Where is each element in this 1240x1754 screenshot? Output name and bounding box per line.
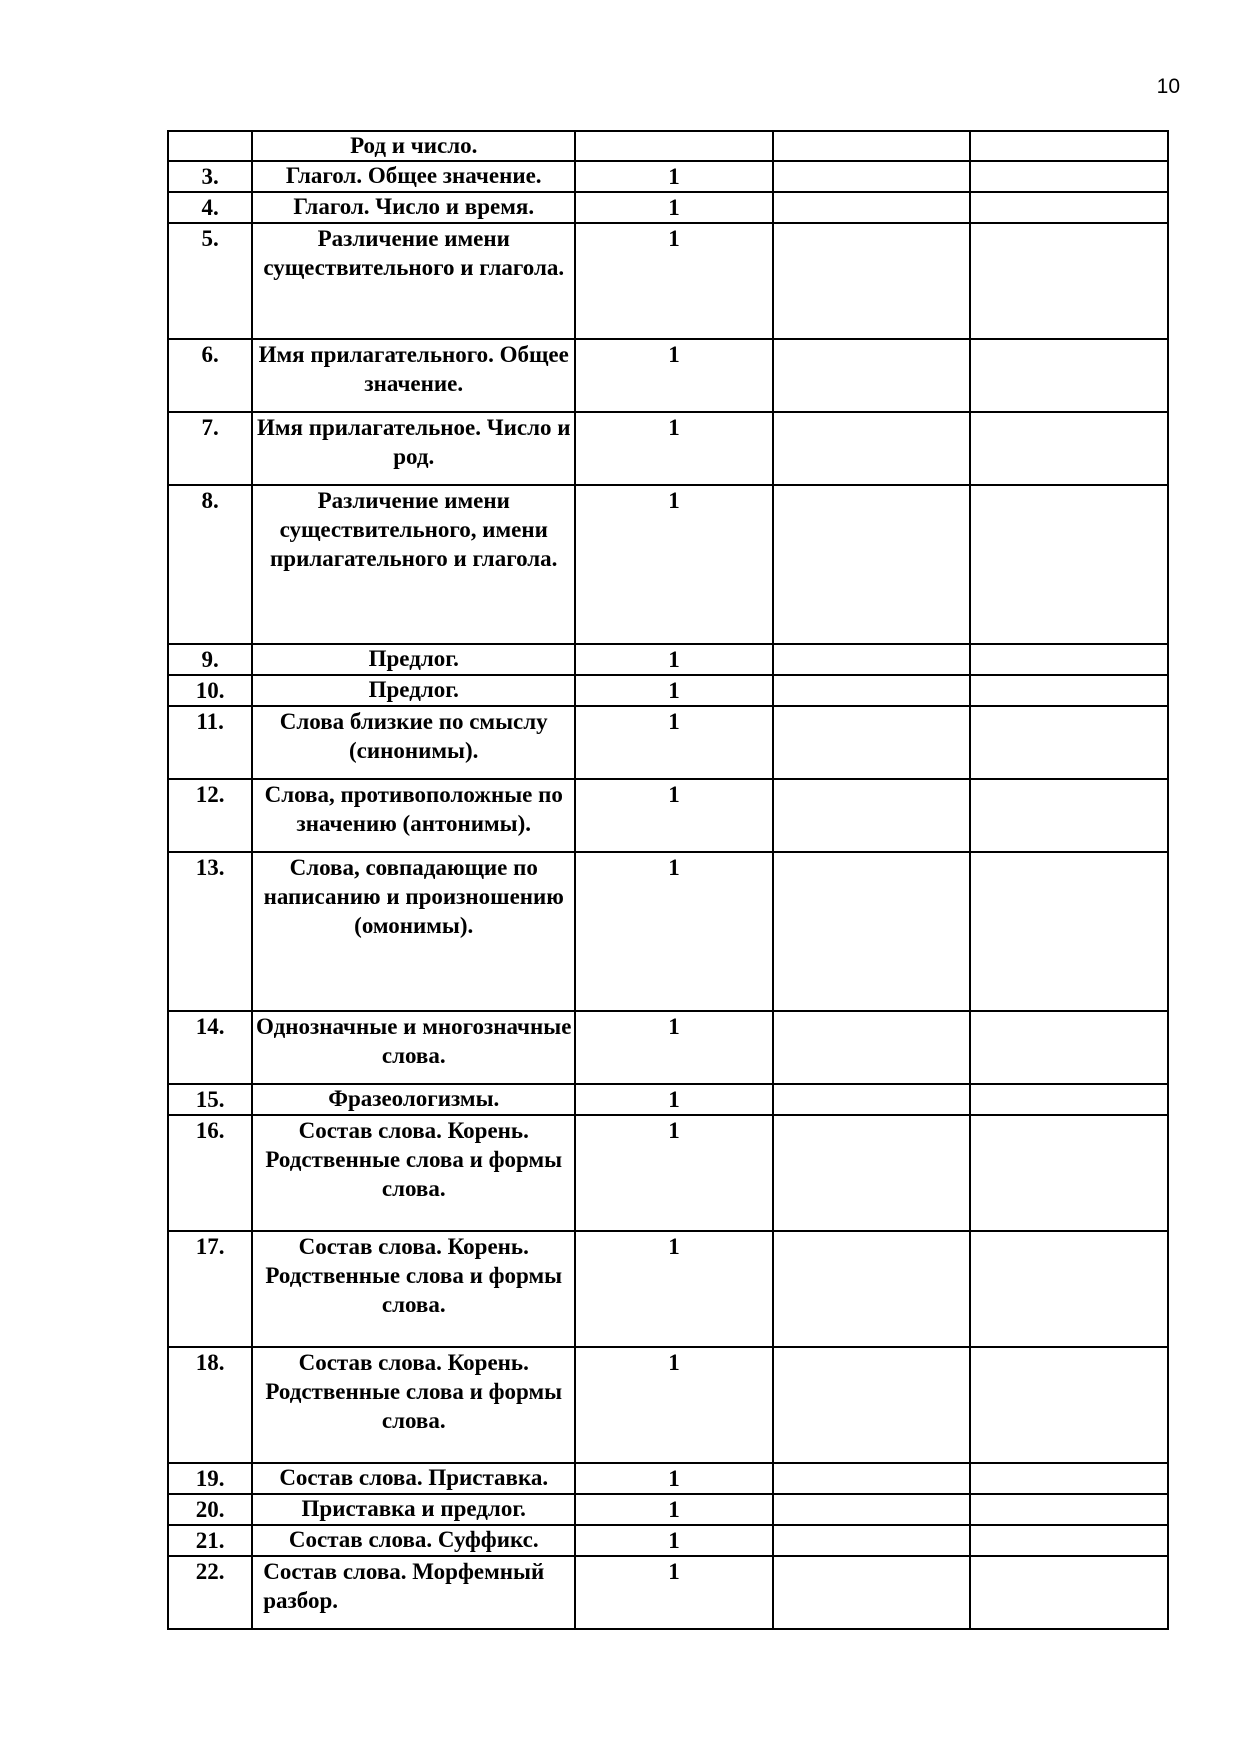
date-planned-cell — [773, 644, 971, 675]
lesson-topic: Состав слова. Корень. Родственные слова и формы слова. — [252, 1231, 575, 1347]
lesson-topic: Слова, совпадающие по написанию и произношению (омонимы). — [252, 852, 575, 1011]
lesson-hours: 1 — [575, 1084, 773, 1115]
lesson-number: 3. — [168, 161, 252, 192]
date-planned-cell — [773, 1011, 971, 1084]
table-row — [168, 485, 1168, 644]
table-row — [168, 192, 1168, 223]
lesson-topic: Глагол. Общее значение. — [252, 161, 575, 192]
table-row — [168, 1011, 1168, 1084]
lesson-hours: 1 — [575, 339, 773, 412]
lesson-topic: Приставка и предлог. — [252, 1494, 575, 1525]
lesson-topic: Слова близкие по смыслу (синонимы). — [252, 706, 575, 779]
date-planned-cell — [773, 1084, 971, 1115]
lesson-hours: 1 — [575, 675, 773, 706]
lesson-number: 8. — [168, 485, 252, 644]
table-row — [168, 1084, 1168, 1115]
table-row — [168, 1115, 1168, 1231]
date-actual-cell — [970, 192, 1168, 223]
lesson-topic: Состав слова. Приставка. — [252, 1463, 575, 1494]
date-planned-cell — [773, 192, 971, 223]
lesson-hours: 1 — [575, 1231, 773, 1347]
lesson-topic: Род и число. — [252, 131, 575, 161]
date-planned-cell — [773, 485, 971, 644]
date-actual-cell — [970, 1115, 1168, 1231]
lesson-number: 13. — [168, 852, 252, 1011]
lesson-number: 4. — [168, 192, 252, 223]
lesson-topic: Предлог. — [252, 644, 575, 675]
lesson-number: 16. — [168, 1115, 252, 1231]
date-actual-cell — [970, 644, 1168, 675]
lesson-number: 20. — [168, 1494, 252, 1525]
table-row — [168, 223, 1168, 339]
page-number: 10 — [1156, 75, 1180, 98]
lesson-topic: Однозначные и многозначные слова. — [252, 1011, 575, 1084]
date-planned-cell — [773, 706, 971, 779]
table-row — [168, 852, 1168, 1011]
lesson-hours: 1 — [575, 161, 773, 192]
lesson-topic: Различение имени существительного, имени прилагательного и глагола. — [252, 485, 575, 644]
table-row — [168, 1463, 1168, 1494]
lesson-topic: Состав слова. Корень. Родственные слова и формы слова. — [252, 1115, 575, 1231]
date-actual-cell — [970, 161, 1168, 192]
date-planned-cell — [773, 1231, 971, 1347]
lesson-topic: Предлог. — [252, 675, 575, 706]
lesson-number: 19. — [168, 1463, 252, 1494]
date-actual-cell — [970, 1231, 1168, 1347]
lesson-number: 17. — [168, 1231, 252, 1347]
lesson-number: 12. — [168, 779, 252, 852]
lesson-number: 15. — [168, 1084, 252, 1115]
date-planned-cell — [773, 1347, 971, 1463]
date-planned-cell — [773, 223, 971, 339]
lesson-topic: Имя прилагательное. Число и род. — [252, 412, 575, 485]
lesson-hours: 1 — [575, 779, 773, 852]
lesson-number: 22. — [168, 1556, 252, 1629]
date-planned-cell — [773, 1463, 971, 1494]
date-actual-cell — [970, 131, 1168, 161]
date-actual-cell — [970, 852, 1168, 1011]
date-actual-cell — [970, 706, 1168, 779]
lesson-number: 9. — [168, 644, 252, 675]
lesson-topic: Фразеологизмы. — [252, 1084, 575, 1115]
lesson-topic: Состав слова. Морфемный разбор. — [252, 1556, 575, 1629]
table-row — [168, 1556, 1168, 1629]
date-planned-cell — [773, 779, 971, 852]
table-row — [168, 675, 1168, 706]
lesson-hours: 1 — [575, 1347, 773, 1463]
lesson-number: 7. — [168, 412, 252, 485]
lesson-hours — [575, 131, 773, 161]
table-row — [168, 131, 1168, 161]
date-planned-cell — [773, 339, 971, 412]
lesson-hours: 1 — [575, 412, 773, 485]
lesson-topic: Имя прилагательного. Общее значение. — [252, 339, 575, 412]
table-row — [168, 339, 1168, 412]
date-actual-cell — [970, 1463, 1168, 1494]
lesson-hours: 1 — [575, 192, 773, 223]
date-actual-cell — [970, 412, 1168, 485]
table-row — [168, 1347, 1168, 1463]
date-actual-cell — [970, 675, 1168, 706]
date-actual-cell — [970, 1347, 1168, 1463]
lesson-topic: Состав слова. Суффикс. — [252, 1525, 575, 1556]
lesson-number: 14. — [168, 1011, 252, 1084]
lesson-hours: 1 — [575, 1525, 773, 1556]
date-actual-cell — [970, 339, 1168, 412]
table-row — [168, 644, 1168, 675]
date-actual-cell — [970, 1011, 1168, 1084]
table-row — [168, 1494, 1168, 1525]
date-actual-cell — [970, 779, 1168, 852]
lesson-hours: 1 — [575, 1463, 773, 1494]
date-planned-cell — [773, 852, 971, 1011]
lesson-number: 5. — [168, 223, 252, 339]
date-actual-cell — [970, 223, 1168, 339]
lesson-topic: Состав слова. Корень. Родственные слова и формы слова. — [252, 1347, 575, 1463]
date-actual-cell — [970, 485, 1168, 644]
lesson-hours: 1 — [575, 485, 773, 644]
date-planned-cell — [773, 131, 971, 161]
lesson-number: 21. — [168, 1525, 252, 1556]
date-planned-cell — [773, 1556, 971, 1629]
lesson-number: 10. — [168, 675, 252, 706]
table-row — [168, 412, 1168, 485]
lesson-hours: 1 — [575, 1115, 773, 1231]
table-row — [168, 1525, 1168, 1556]
date-actual-cell — [970, 1556, 1168, 1629]
lesson-number: 11. — [168, 706, 252, 779]
date-planned-cell — [773, 1494, 971, 1525]
lesson-topic: Глагол. Число и время. — [252, 192, 575, 223]
lesson-number: 6. — [168, 339, 252, 412]
date-planned-cell — [773, 675, 971, 706]
lesson-number: 18. — [168, 1347, 252, 1463]
date-actual-cell — [970, 1084, 1168, 1115]
date-actual-cell — [970, 1525, 1168, 1556]
lesson-hours: 1 — [575, 706, 773, 779]
lesson-topic: Различение имени существительного и глагола. — [252, 223, 575, 339]
date-planned-cell — [773, 412, 971, 485]
lesson-hours: 1 — [575, 1011, 773, 1084]
lesson-hours: 1 — [575, 852, 773, 1011]
date-planned-cell — [773, 1115, 971, 1231]
lessons-table — [167, 130, 1169, 1630]
table-row — [168, 1231, 1168, 1347]
lesson-hours: 1 — [575, 1494, 773, 1525]
table-row — [168, 779, 1168, 852]
lesson-topic: Слова, противоположные по значению (антонимы). — [252, 779, 575, 852]
lesson-hours: 1 — [575, 644, 773, 675]
lesson-number — [168, 131, 252, 161]
lesson-hours: 1 — [575, 1556, 773, 1629]
lesson-hours: 1 — [575, 223, 773, 339]
table-row — [168, 706, 1168, 779]
date-planned-cell — [773, 161, 971, 192]
table-row — [168, 161, 1168, 192]
date-actual-cell — [970, 1494, 1168, 1525]
date-planned-cell — [773, 1525, 971, 1556]
